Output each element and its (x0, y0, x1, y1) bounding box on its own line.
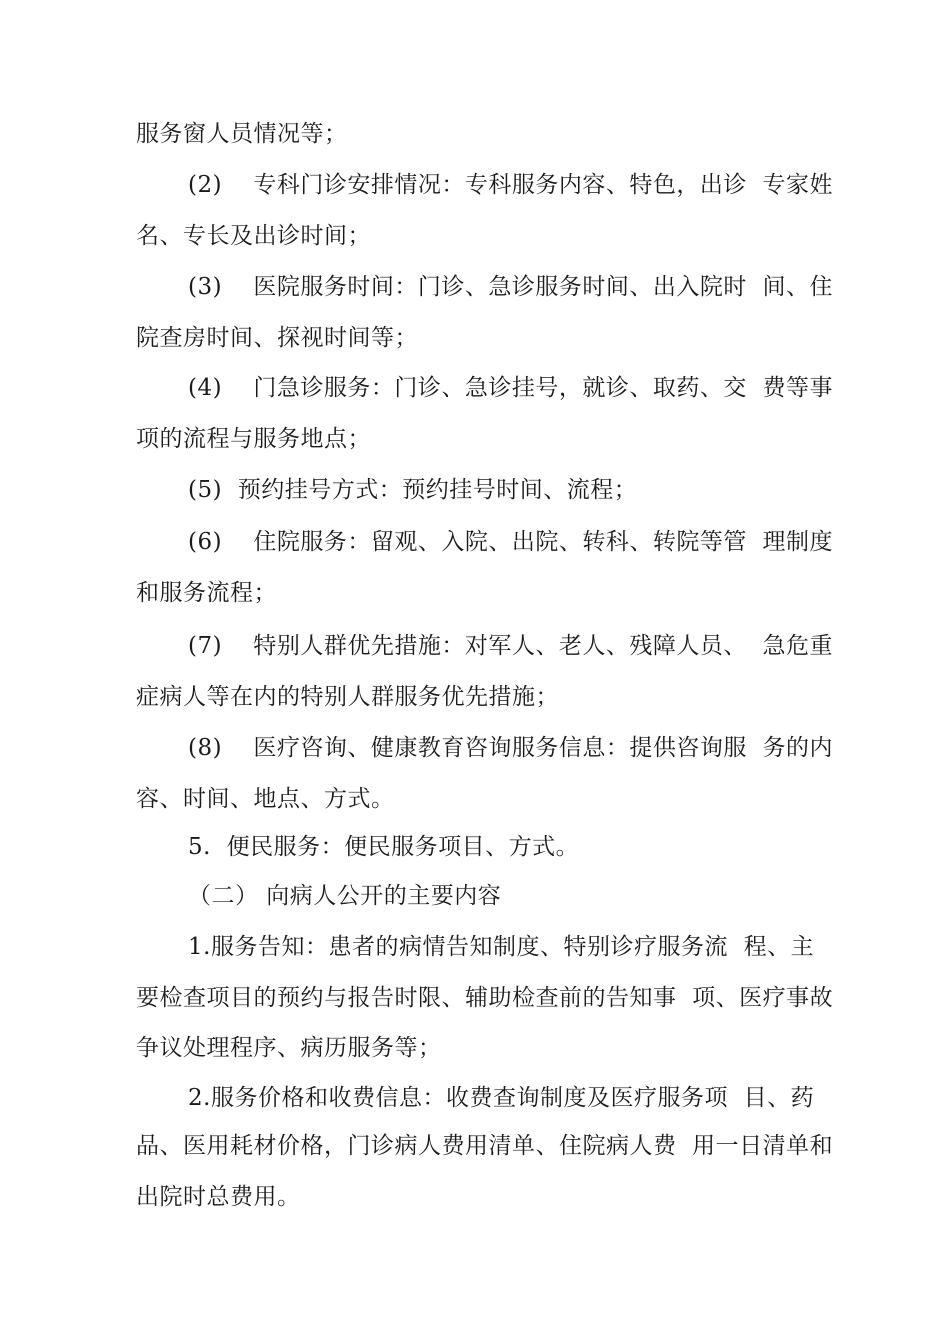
text-line: 要检查项目的预约与报告时限、辅助检查前的告知事 项、医疗事故 (136, 985, 834, 1011)
text-line: (6) 住院服务：留观、入院、出院、转科、转院等管 理制度 (188, 529, 833, 555)
text-line: 容、时间、地点、方式。 (136, 786, 395, 812)
text-line: 争议处理程序、病历服务等； (136, 1035, 442, 1061)
text-line: (8) 医疗咨询、健康教育咨询服务信息：提供咨询服 务的内 (188, 735, 833, 761)
text-line: 项的流程与服务地点； (136, 426, 371, 452)
text-line: 症病人等在内的特别人群服务优先措施； (136, 684, 559, 710)
text-line: (4) 门急诊服务：门诊、急诊挂号，就诊、取药、交 费等事 (188, 375, 833, 401)
text-line: (3) 医院服务时间：门诊、急诊服务时间、出入院时 间、住 (188, 274, 833, 300)
text-line: 服务窗人员情况等； (136, 121, 348, 147)
text-line: 品、医用耗材价格，门诊病人费用清单、住院病人费 用一日清单和 (136, 1133, 834, 1159)
text-line: 和服务流程； (136, 580, 277, 606)
text-line: (5) 预约挂号方式：预约挂号时间、流程； (188, 477, 638, 503)
text-line: 出院时总费用。 (136, 1184, 301, 1210)
text-line: 5. 便民服务：便民服务项目、方式。 (188, 834, 580, 860)
text-line: 院查房时间、探视时间等； (136, 325, 418, 351)
text-line: 2.服务价格和收费信息：收费查询制度及医疗服务项 目、药 (188, 1085, 815, 1111)
text-line: (7) 特别人群优先措施：对军人、老人、残障人员、 急危重 (188, 633, 833, 659)
text-line: (2) 专科门诊安排情况：专科服务内容、特色，出诊 专家姓 (188, 172, 833, 198)
text-line: （二） 向病人公开的主要内容 (188, 883, 502, 909)
text-line: 名、专长及出诊时间； (136, 223, 371, 249)
text-line: 1.服务告知：患者的病情告知制度、特别诊疗服务流 程、主 (188, 934, 815, 960)
